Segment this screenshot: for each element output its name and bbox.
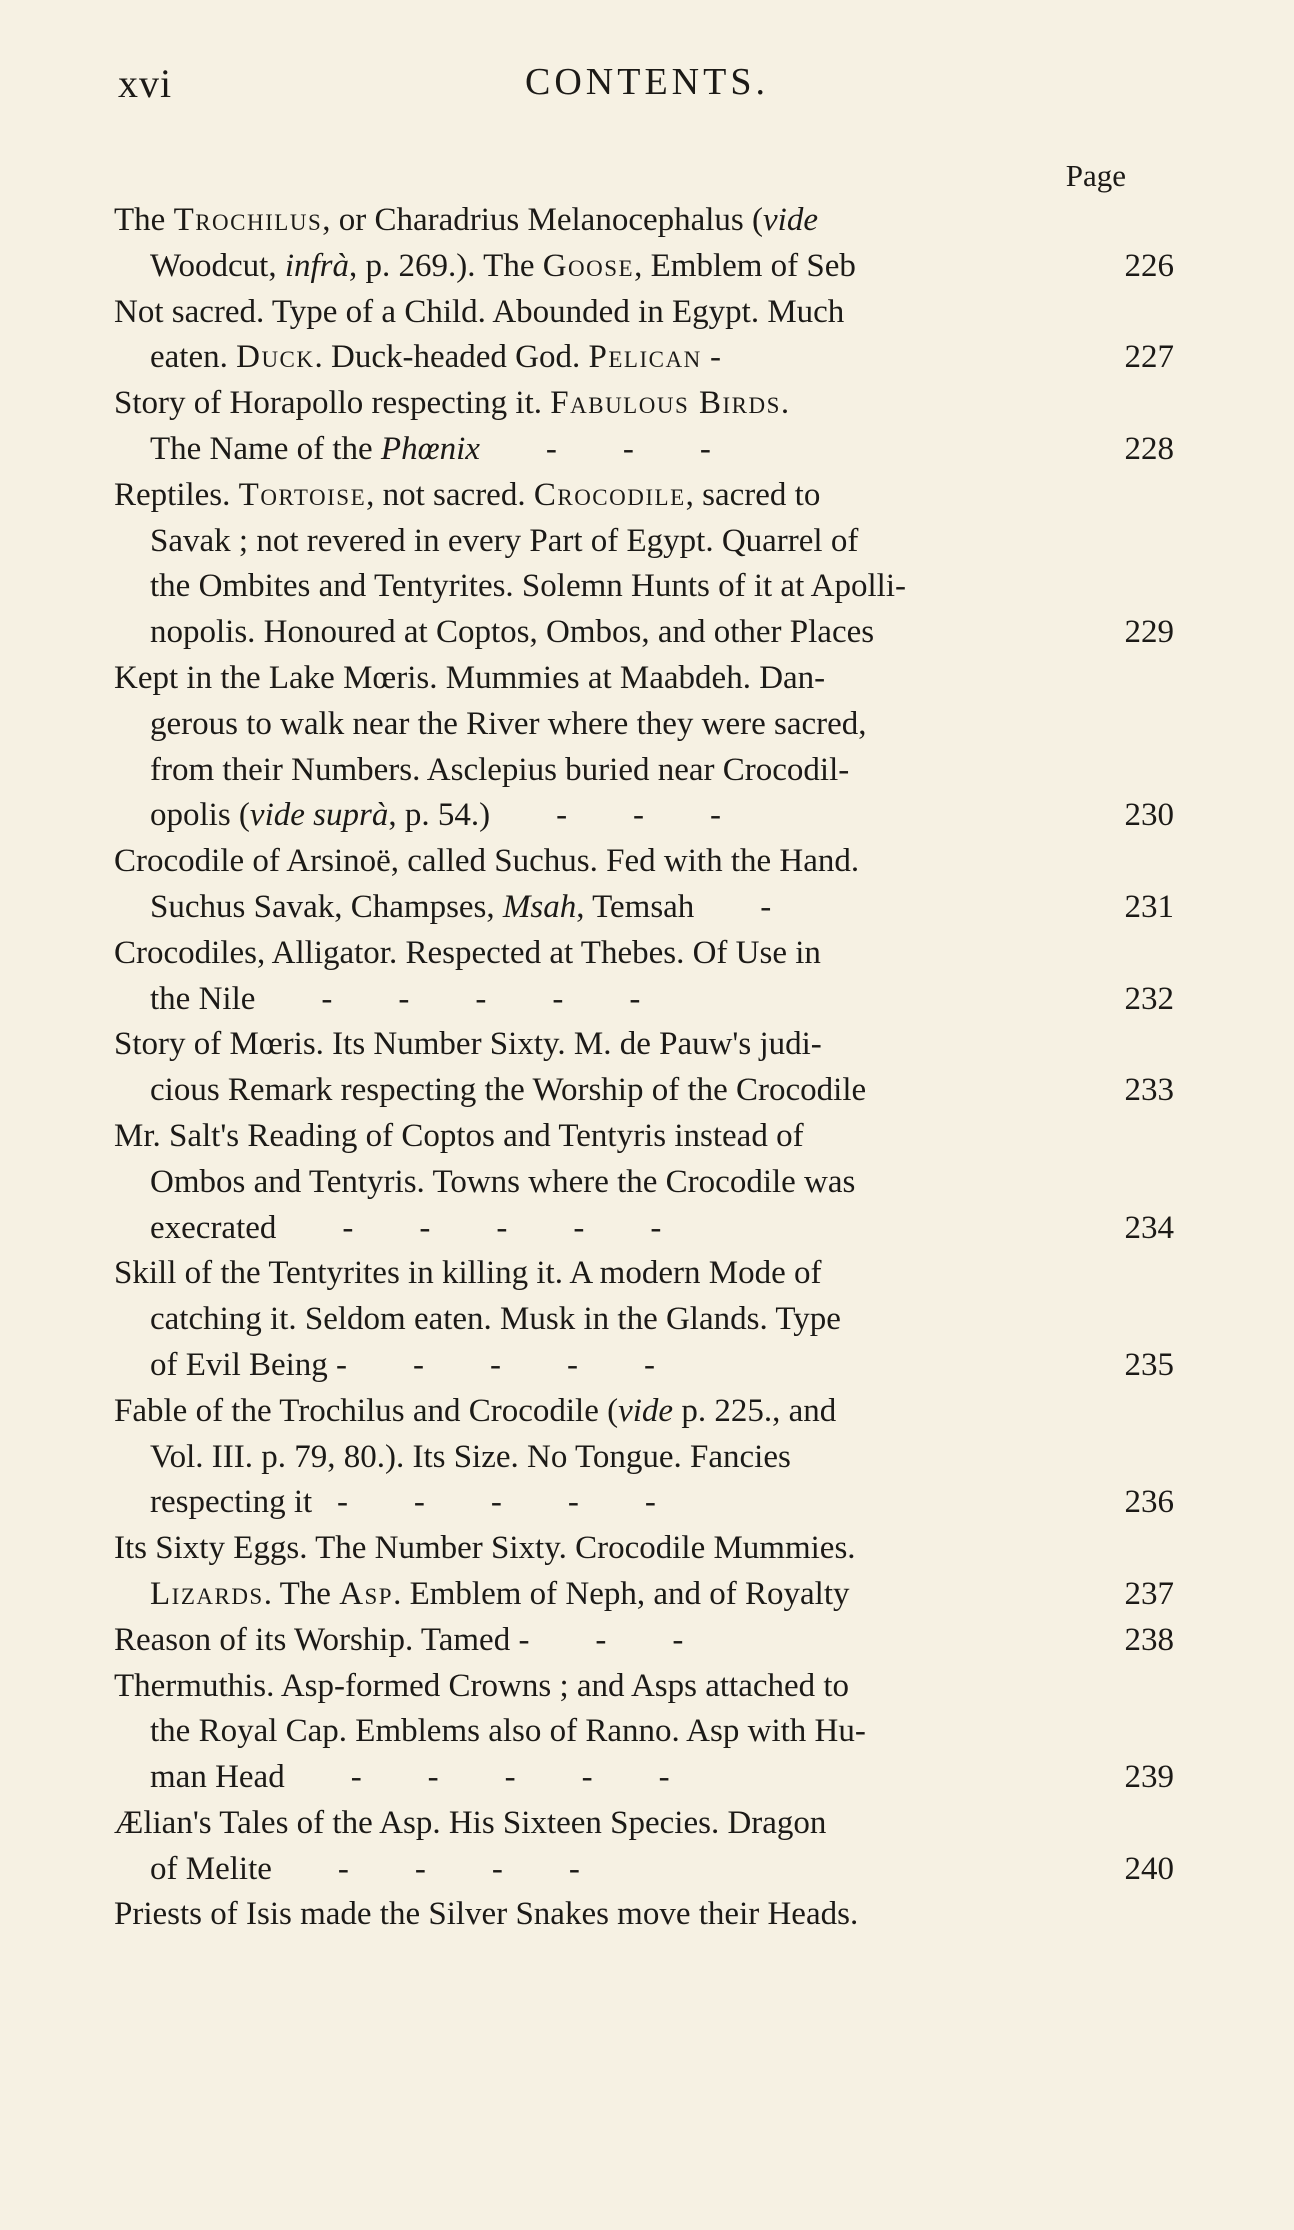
small-caps-term: Crocodile [533, 476, 686, 513]
entry-line [114, 1892, 1174, 1938]
entry-line [114, 1068, 1174, 1114]
page-reference: 226 [1124, 247, 1174, 284]
entry-line [114, 473, 1174, 519]
entry-line [114, 839, 1174, 885]
entry-text: The Name of the [150, 430, 381, 467]
page-number-folio: xvi [118, 61, 173, 106]
italic-term: Msah [502, 888, 577, 925]
contents-entry [114, 1251, 1174, 1388]
page-column-label: Page [1065, 158, 1126, 193]
entry-text: Crocodile of Arsinoë, called Suchus. Fed with the Hand. [114, 843, 860, 880]
entry-line [114, 1251, 1174, 1297]
entry-text: . Emblem of Neph, and of Royalty [393, 1575, 850, 1612]
entry-text: the Nile - - - - - [150, 980, 641, 1017]
entry-line [114, 564, 1174, 610]
entry-text: of Melite - - - - [150, 1850, 580, 1887]
entry-line [114, 1755, 1174, 1801]
entry-text: Kept in the Lake Mœris. Mummies at Maabdeh. Dan- [114, 659, 826, 696]
entry-line [114, 793, 1174, 839]
entry-line [114, 1709, 1174, 1755]
entry-text: , sacred to [685, 476, 821, 513]
entry-text: Vol. III. p. 79, 80.). Its Size. No Tongue. Fancies [150, 1438, 791, 1475]
small-caps-term: Pelican [588, 339, 702, 376]
contents-entry [114, 1526, 1174, 1618]
entry-text: nopolis. Honoured at Coptos, Ombos, and other Places [150, 614, 875, 651]
entry-text: Skill of the Tentyrites in killing it. A modern Mode of [114, 1255, 822, 1292]
entry-line [114, 1664, 1174, 1710]
entry-text: , Emblem of Seb [634, 247, 856, 284]
contents-entry [114, 1114, 1174, 1251]
entry-line [114, 977, 1174, 1023]
page-reference: 240 [1124, 1850, 1174, 1887]
entry-text: cious Remark respecting the Worship of the Crocodile [150, 1072, 867, 1109]
entry-text: execrated - - - - - [150, 1209, 662, 1246]
entry-line [114, 1114, 1174, 1160]
entry-line [114, 1297, 1174, 1343]
small-caps-term: Asp [339, 1575, 394, 1612]
page-reference: 227 [1124, 339, 1174, 376]
entry-line [114, 1206, 1174, 1252]
page-header [118, 60, 1176, 130]
entry-line [114, 656, 1174, 702]
page-reference: 239 [1124, 1759, 1174, 1796]
contents-entry [114, 1022, 1174, 1114]
entry-text: Its Sixty Eggs. The Number Sixty. Crocodile Mummies. [114, 1530, 856, 1567]
small-caps-term: Duck [236, 339, 315, 376]
italic-term: vide [763, 202, 818, 238]
entry-text: respecting it - - - - - [150, 1484, 656, 1521]
entry-text: Thermuthis. Asp-formed Crowns ; and Asps attached to [114, 1667, 850, 1704]
contents-entry [114, 473, 1174, 656]
entry-line [114, 1618, 1174, 1664]
entry-text: Reason of its Worship. Tamed - - - [114, 1621, 684, 1658]
entry-line [114, 1572, 1174, 1618]
contents-entry [114, 1618, 1174, 1664]
entry-text: Priests of Isis made the Silver Snakes move their Heads. [114, 1896, 859, 1933]
entry-text: Woodcut, [150, 247, 285, 284]
entry-text: Mr. Salt's Reading of Coptos and Tentyris instead of [114, 1117, 804, 1154]
entry-text: . The [263, 1575, 340, 1612]
contents-list [114, 198, 1174, 1938]
page-reference: 238 [1124, 1621, 1174, 1658]
italic-term: vide suprà [249, 797, 389, 834]
entry-text: , or Charadrius Melanocephalus ( [322, 202, 764, 238]
contents-entry [114, 1892, 1174, 1938]
entry-text: , p. 269.). The [349, 247, 543, 284]
page-reference: 229 [1124, 614, 1174, 651]
italic-term: infrà [284, 247, 350, 284]
running-title: CONTENTS. [525, 61, 769, 103]
entry-line [114, 1847, 1174, 1893]
entry-line [114, 290, 1174, 336]
small-caps-term: Tortoise [238, 476, 367, 513]
entry-text: Ælian's Tales of the Asp. His Sixteen Species. Dragon [114, 1804, 827, 1841]
italic-term: vide [618, 1392, 674, 1429]
entry-line [114, 1022, 1174, 1068]
entry-line [114, 1389, 1174, 1435]
entry-line [114, 885, 1174, 931]
entry-text: man Head - - - - - [150, 1759, 670, 1796]
entry-text: Story of Mœris. Its Number Sixty. M. de Pauw's judi- [114, 1026, 822, 1063]
entry-line [114, 1801, 1174, 1847]
entry-line [114, 1480, 1174, 1526]
entry-text: Not sacred. Type of a Child. Abounded in Egypt. Much [114, 293, 845, 330]
entry-text: from their Numbers. Asclepius buried near Crocodil- [150, 751, 850, 788]
entry-line [114, 244, 1174, 290]
contents-entry [114, 198, 1174, 290]
entry-line [114, 519, 1174, 565]
entry-text: . [780, 385, 790, 422]
entry-text: Reptiles. [114, 476, 239, 513]
italic-term: Phœnix [380, 430, 480, 467]
entry-text: p. 225., and [673, 1392, 837, 1429]
small-caps-term: Fabulous Birds [550, 385, 781, 422]
entry-text: , p. 54.) - - - [388, 797, 722, 834]
entry-text: - [701, 339, 730, 376]
entry-line [114, 198, 1174, 244]
entry-text: Story of Horapollo respecting it. [114, 385, 551, 422]
entry-text: the Royal Cap. Emblems also of Ranno. Asp with Hu- [150, 1713, 866, 1750]
contents-entry [114, 381, 1174, 473]
entry-text: opolis ( [150, 797, 250, 834]
entry-text: eaten. [150, 339, 237, 376]
entry-text: , Temsah - [576, 888, 772, 925]
entry-line [114, 748, 1174, 794]
small-caps-term: Trochilus [173, 202, 323, 238]
entry-text: the Ombites and Tentyrites. Solemn Hunts of it at Apolli- [150, 568, 907, 605]
entry-line [114, 610, 1174, 656]
page-reference: 231 [1124, 888, 1174, 925]
small-caps-term: Lizards [150, 1575, 264, 1612]
contents-entry [114, 1389, 1174, 1526]
entry-line [114, 427, 1174, 473]
entry-text: . Duck-headed God. [314, 339, 589, 376]
entry-text: Savak ; not revered in every Part of Egypt. Quarrel of [150, 522, 859, 559]
entry-line [114, 931, 1174, 977]
entry-text: catching it. Seldom eaten. Musk in the Glands. Type [150, 1301, 841, 1338]
entry-line [114, 1343, 1174, 1389]
contents-entry [114, 290, 1174, 382]
contents-entry [114, 1801, 1174, 1893]
contents-entry [114, 931, 1174, 1023]
contents-entry [114, 656, 1174, 839]
small-caps-term: Goose [542, 247, 635, 284]
contents-entry [114, 1664, 1174, 1801]
entry-line [114, 381, 1174, 427]
entry-text: Suchus Savak, Champses, [150, 888, 503, 925]
page-reference: 228 [1124, 430, 1174, 467]
entry-line [114, 702, 1174, 748]
entry-text: Crocodiles, Alligator. Respected at Thebes. Of Use in [114, 934, 821, 971]
page-reference: 230 [1124, 797, 1174, 834]
page-reference: 237 [1124, 1575, 1174, 1612]
entry-text: , not sacred. [366, 476, 534, 513]
entry-line [114, 335, 1174, 381]
entry-line [114, 1435, 1174, 1481]
contents-entry [114, 839, 1174, 931]
page-reference: 234 [1124, 1209, 1174, 1246]
entry-text: gerous to walk near the River where they were sacred, [150, 705, 867, 742]
page-reference: 236 [1124, 1484, 1174, 1521]
entry-text: Fable of the Trochilus and Crocodile ( [114, 1392, 619, 1429]
entry-text: Ombos and Tentyris. Towns where the Crocodile was [150, 1163, 856, 1200]
entry-text: The [114, 202, 174, 238]
page-reference: 235 [1124, 1346, 1174, 1383]
entry-text: of Evil Being - - - - - [150, 1346, 656, 1383]
page-reference: 232 [1124, 980, 1174, 1017]
page-reference: 233 [1124, 1072, 1174, 1109]
entry-text: - - - [479, 430, 711, 467]
entry-line [114, 1160, 1174, 1206]
entry-line [114, 1526, 1174, 1572]
